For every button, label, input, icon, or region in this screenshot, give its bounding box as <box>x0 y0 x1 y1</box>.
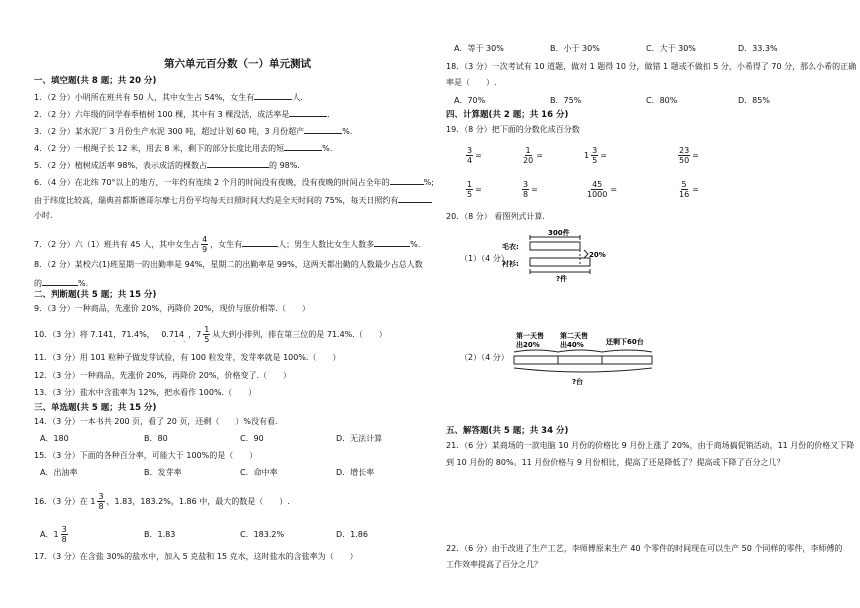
answer-blank[interactable] <box>304 125 342 134</box>
question-7: 7．（2 分）六（1）班共有 45 人，其中女生占 $\frac{4}{9}$ ，女生有 人；男生人数比女生人数多 %. <box>34 235 421 254</box>
label-day2-pct: 出40% <box>560 341 584 349</box>
question-18-line-1: 18．（3 分）一次考试有 10 道题，做对 1 题得 10 分，做错 1 题或不做扣 5 分，小希得了 70 分，那么小希的正确 <box>446 62 857 71</box>
option-a[interactable]: A．出油率 <box>40 468 78 477</box>
bar-diagram-2 <box>506 330 666 386</box>
label-day2: 第二天售 <box>560 332 588 340</box>
option-a[interactable]: A．180 <box>40 434 69 443</box>
label-remaining: 还剩下60台 <box>606 338 644 346</box>
fraction-item: $\frac{45}{1000}$ = <box>587 180 618 199</box>
option-d[interactable]: D．增长率 <box>336 468 375 477</box>
question-18-line-2: 率是（ ）. <box>446 78 497 87</box>
answer-blank[interactable] <box>390 176 424 185</box>
option-b[interactable]: B．1.83 <box>144 530 176 539</box>
fraction-item: $\frac{23}{50}$ = <box>679 146 699 165</box>
fraction: $\frac{3}{8}$ <box>61 525 67 544</box>
question-16: 16．（3 分）在 1 $\frac{3}{8}$ ，1.83，183.2%，1.86 中，最大的数是（ ）. <box>34 492 290 511</box>
fraction-item: $\frac{3}{4}$ = <box>467 146 482 165</box>
question-8-line-1: 8．（2 分）某校六(1)班星期一的出勤率是 94%，星期二的出勤率是 99%，这两天都出勤的人数最少占总人数 <box>34 260 423 269</box>
label-20pct: 20% <box>589 251 606 259</box>
part-2-label: （2）（4 分） <box>460 353 509 362</box>
option-c[interactable]: C．183.2% <box>240 530 285 539</box>
question-22-line-2: 工作效率提高了百分之几？ <box>446 560 542 569</box>
option-c[interactable]: C．80% <box>646 96 678 105</box>
option-c[interactable]: C．90 <box>240 434 264 443</box>
question-11: 11．（3 分）用 101 粒种子做发芽试验，有 100 粒发芽，发芽率就是 100%.（ ） <box>34 353 341 362</box>
answer-blank[interactable] <box>242 238 278 247</box>
option-b[interactable]: B．75% <box>550 96 582 105</box>
question-15: 15．（3 分）下面的各种百分率，可能大于 100%的是（ ） <box>34 451 258 460</box>
fraction: $\frac{4}{9}$ <box>202 235 208 254</box>
question-5: 5．（2 分）植树成活率 98%，表示成活的棵数占 的 98%. <box>34 161 300 170</box>
label-unknown: ?件 <box>556 275 568 283</box>
sweater-bar <box>530 242 580 250</box>
right-column <box>446 0 857 608</box>
fraction-item: $\frac{1}{20}$ = <box>523 146 543 165</box>
question-14: 14．（3 分）一本书共 200 页，看了 20 页，还剩（ ）%没有看. <box>34 417 278 426</box>
question-13: 13．（3 分）盐水中含盐率为 12%，把水看作 100%.（ ） <box>34 388 257 397</box>
brace-total <box>514 368 652 372</box>
question-20: 20．（8 分） 看图列式计算. <box>446 212 545 221</box>
option-b[interactable]: B．80 <box>144 434 168 443</box>
question-6-line-3: 小时. <box>34 211 53 220</box>
option-d[interactable]: D．85% <box>738 96 770 105</box>
option-a[interactable]: A．1 $\frac{3}{8}$ <box>40 525 67 544</box>
section-heading-choice: 三、单选题(共 5 题；共 15 分) <box>34 403 157 413</box>
part-1-label: （1）（4 分） <box>460 254 509 263</box>
brace-day2 <box>558 350 602 352</box>
left-column <box>34 0 434 608</box>
option-d[interactable]: D．1.86 <box>336 530 368 539</box>
question-3: 3．（2 分）某水泥厂 3 月份生产水泥 300 吨，超过计划 60 吨，3 月份超产 %. <box>34 127 353 136</box>
question-9: 9．（3 分）一种商品，先涨价 20%，再降价 20%，现价与原价相等.（ ） <box>34 304 310 313</box>
answer-blank[interactable] <box>289 108 327 117</box>
question-8-line-2: 的 %. <box>34 279 89 288</box>
question-10: 10．（3 分）将 7.141，71.4%， 0.714 · · ，7 $\frac{1}{5}$ 从大到小排列，排在第三位的是 71.4%.（ ） <box>34 320 387 350</box>
bar-diagram-1 <box>500 228 630 290</box>
question-21-line-2: 到 10 月份的 80%。11 月份价格与 9 月份相比，提高了还是降低了？提高或下降了百分之几？ <box>446 458 785 467</box>
label-unknown: ?台 <box>572 378 584 386</box>
label-day1-pct: 出20% <box>516 341 540 349</box>
fraction-item: $\frac{1}{5}$ = <box>467 180 482 199</box>
label-day1: 第一天售 <box>516 332 544 340</box>
option-d[interactable]: D．33.3% <box>738 44 778 53</box>
fraction-item: 1 $\frac{3}{5}$ = <box>584 146 607 165</box>
question-21-line-1: 21．（6 分）某商场的一款电脑 10 月份的价格比 9 月份上涨了 20%，由于商场搞促销活动，11 月份的价格又下降 <box>446 441 855 450</box>
section-heading-answer: 五、解答题(共 5 题；共 34 分) <box>446 426 569 436</box>
answer-blank[interactable] <box>284 142 322 151</box>
section-heading-calculation: 四、计算题(共 2 题；共 16 分) <box>446 110 569 120</box>
total-bar <box>514 356 652 364</box>
page-title: 第六单元百分数（一）单元测试 <box>164 58 311 70</box>
answer-blank[interactable] <box>207 159 269 168</box>
brace-rest <box>602 350 652 352</box>
option-c[interactable]: C．命中率 <box>240 468 278 477</box>
label-300: 300件 <box>548 229 570 237</box>
question-2: 2．（2 分）六年级的同学春季植树 100 棵，其中有 3 棵没活，成活率是 . <box>34 110 330 119</box>
section-heading-fill-in: 一、填空题(共 8 题；共 20 分) <box>34 76 157 86</box>
option-c[interactable]: C．大于 30% <box>646 44 696 53</box>
repeating-decimal: 0.714 · · <box>161 320 184 350</box>
option-b[interactable]: B．发芽率 <box>144 468 182 477</box>
label-shirt: 衬衫: <box>502 260 519 268</box>
answer-blank[interactable] <box>42 277 78 286</box>
answer-blank[interactable] <box>398 194 432 203</box>
option-a[interactable]: A．70% <box>454 96 486 105</box>
option-a[interactable]: A．等于 30% <box>454 44 504 53</box>
question-6-line-2: 由于纬度比较高，瑞典首都斯德哥尔摩七月份平均每天日照时间大约是全天时间的 75%，每天日照约有 <box>34 194 432 206</box>
shirt-bar <box>530 258 590 266</box>
question-19: 19．（8 分）把下面的分数化成百分数 <box>446 125 580 134</box>
answer-blank[interactable] <box>374 238 410 247</box>
repeat-dot: · <box>183 339 186 346</box>
option-d[interactable]: D．无法计算 <box>336 434 383 443</box>
question-22-line-1: 22．（6 分）由于改进了生产工艺，李师傅原来生产 40 个零件的时间现在可以生产 50 个同样的零件，李师傅的 <box>446 544 843 553</box>
question-6-line-1: 6．（4 分）在北纬 70°以上的地方，一年约有连续 2 个月的时间没有夜晚，没有夜晚的时间占全年的 %; <box>34 178 434 187</box>
question-1: 1．（2 分）小明所在班共有 50 人，其中女生占 54%，女生有 人. <box>34 93 303 102</box>
question-4: 4．（2 分）一根绳子长 12 米，用去 8 米，剩下的部分长度比用去的短 %. <box>34 144 333 153</box>
section-heading-judge: 二、判断题(共 5 题；共 15 分) <box>34 290 157 300</box>
question-17: 17．（3 分）在含盐 30%的盐水中，加入 5 克盐和 15 克水，这时盐水的含盐率为（ ） <box>34 552 358 561</box>
brace-day1 <box>514 350 558 352</box>
repeat-dot: · <box>173 339 176 346</box>
fraction-item: $\frac{3}{8}$ = <box>523 180 538 199</box>
label-sweater: 毛衣: <box>502 243 519 251</box>
answer-blank[interactable] <box>254 91 292 100</box>
option-b[interactable]: B．小于 30% <box>550 44 600 53</box>
question-12: 12．（3 分）一种商品，先涨价 20%，再降价 20%，价格变了.（ ） <box>34 371 292 380</box>
fraction: $\frac{1}{5}$ <box>204 325 210 344</box>
fraction: $\frac{3}{8}$ <box>98 492 104 511</box>
fraction-item: $\frac{5}{16}$ = <box>679 180 699 199</box>
brace-20pct <box>584 250 588 258</box>
